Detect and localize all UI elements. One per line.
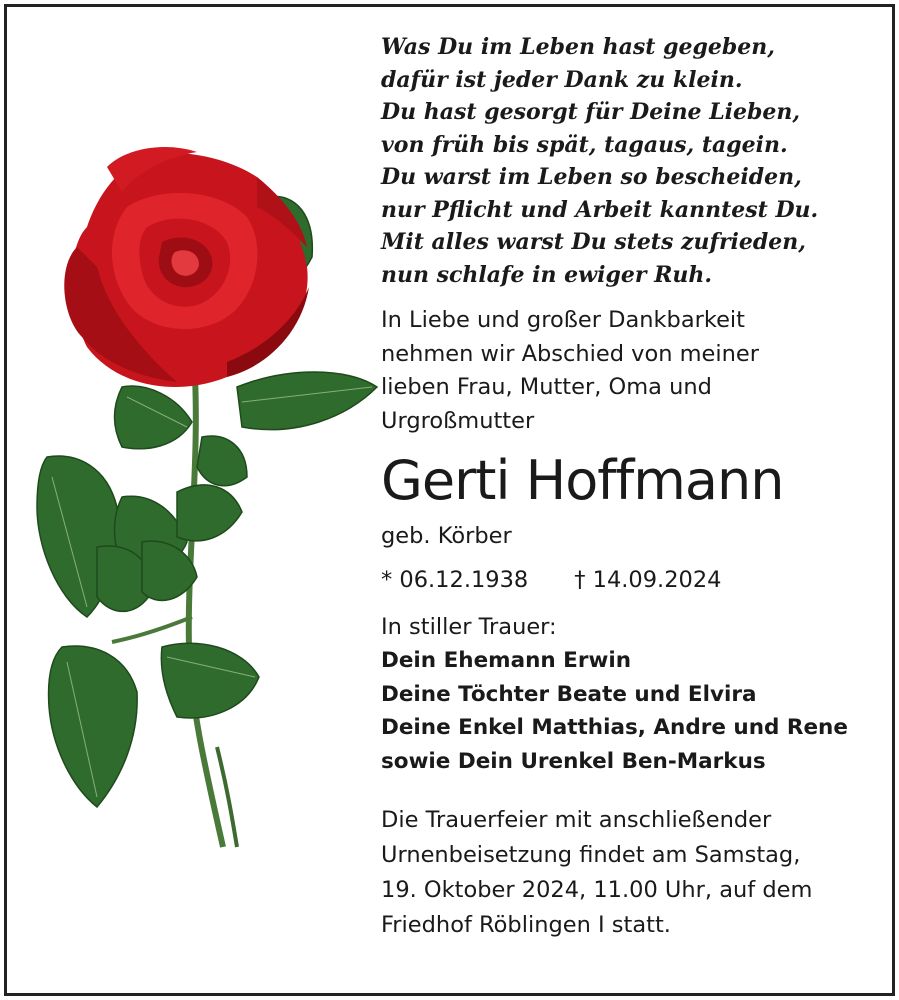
intro-text: [381, 304, 886, 438]
intro-line: nehmen wir Abschied von meiner: [381, 340, 760, 367]
deceased-name: Gerti Hoffmann: [381, 449, 784, 512]
poem-line: Mit alles warst Du stets zufrieden,: [381, 229, 806, 255]
service-line: 19. Oktober 2024, 11.00 Uhr, auf dem: [381, 877, 813, 903]
service-line: Friedhof Röblingen I statt.: [381, 912, 671, 938]
poem-line: von früh bis spät, tagaus, tagein.: [381, 131, 788, 158]
poem-line: nun schlafe in ewiger Ruh.: [381, 261, 713, 288]
service-info: [381, 803, 886, 943]
intro-line: lieben Frau, Mutter, Oma und: [381, 374, 712, 400]
service-line: Urnenbeisetzung findet am Samstag,: [381, 842, 801, 868]
mourner-line: sowie Dein Urenkel Ben-Markus: [381, 748, 766, 774]
rose-image: [27, 147, 387, 867]
mourner-line: Deine Enkel Matthias, Andre und Rene: [381, 715, 848, 740]
poem-line: nur Pflicht und Arbeit kanntest Du.: [381, 196, 819, 223]
mourners-list: [381, 644, 886, 778]
intro-line: Urgroßmutter: [381, 407, 535, 434]
intro-line: In Liebe und großer Dankbarkeit: [381, 307, 745, 333]
rose-icon: [27, 147, 387, 867]
mourner-line: Dein Ehemann Erwin: [381, 648, 632, 673]
birth-date: * 06.12.1938: [381, 567, 529, 593]
mourning-title: In stiller Trauer:: [381, 614, 557, 640]
death-date: † 14.09.2024: [574, 567, 722, 593]
mourner-line: Deine Töchter Beate und Elvira: [381, 681, 757, 707]
birth-name: geb. Körber: [381, 523, 512, 549]
poem-line: dafür ist jeder Dank zu klein.: [381, 66, 743, 93]
service-line: Die Trauerfeier mit anschließender: [381, 807, 772, 833]
life-dates: [381, 564, 886, 596]
poem: [381, 31, 886, 291]
poem-line: Du hast gesorgt für Deine Lieben,: [381, 99, 801, 125]
obituary-frame: [4, 4, 895, 996]
poem-line: Was Du im Leben hast gegeben,: [381, 34, 775, 60]
poem-line: Du warst im Leben so bescheiden,: [381, 164, 802, 190]
